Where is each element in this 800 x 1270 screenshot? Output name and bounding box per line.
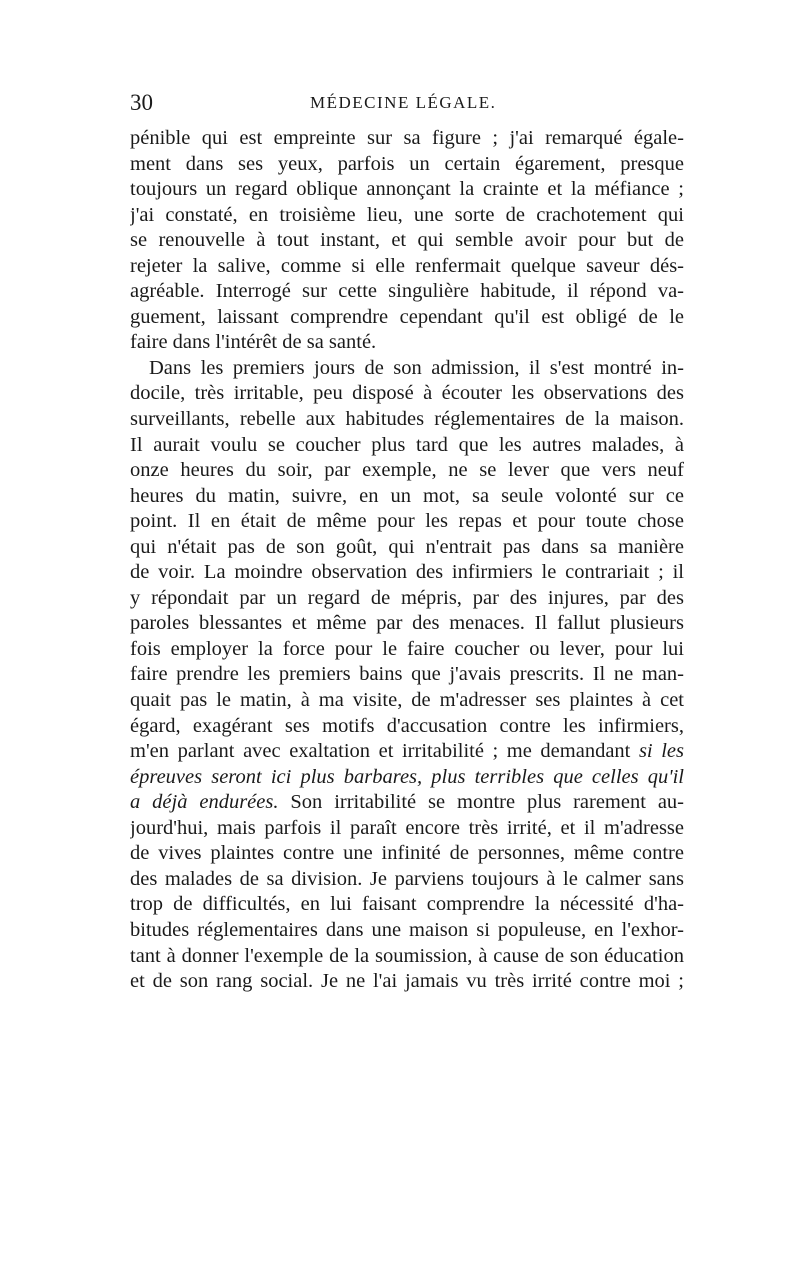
- text-line-roman: heures du matin, suivre, en un mot, sa seule volonté sur ce: [130, 484, 684, 507]
- text-line-roman: point. Il en était de même pour les repas et pour toute chose: [130, 510, 684, 533]
- text-line: [130, 535, 684, 561]
- page-number: 30: [130, 90, 153, 115]
- text-line-roman: ment dans ses yeux, parfois un certain égarement, presque: [130, 152, 684, 175]
- text-line-italic: si les: [638, 740, 684, 763]
- text-line: [130, 892, 684, 918]
- running-title: MÉDECINE LÉGALE.: [310, 93, 497, 112]
- text-line-roman: faire prendre les premiers bains que j'avais prescrits. Il ne man-: [130, 663, 684, 686]
- text-line: [130, 305, 684, 331]
- text-line: [130, 381, 684, 407]
- text-line-roman: Il aurait voulu se coucher plus tard que les autres malades, à: [130, 433, 684, 456]
- text-line: [130, 739, 684, 765]
- text-line: [130, 662, 684, 688]
- text-line: [130, 152, 684, 178]
- text-line: [130, 484, 684, 510]
- text-line: [130, 330, 684, 356]
- text-line: [130, 918, 684, 944]
- text-line-roman: trop de difficultés, en lui faisant comprendre la nécessité d'ha-: [130, 893, 684, 916]
- text-line-roman: égard, exagérant ses motifs d'accusation contre les infirmiers,: [130, 714, 684, 737]
- text-line-roman: guement, laissant comprendre cependant qu'il est obligé de le: [130, 305, 684, 328]
- text-line: [130, 560, 684, 586]
- text-line-roman: surveillants, rebelle aux habitudes réglementaires de la maison.: [130, 408, 684, 431]
- text-line-roman: faire dans l'intérêt de sa santé.: [130, 331, 377, 354]
- text-line-roman: quait pas le matin, à ma visite, de m'adresser ses plaintes à cet: [130, 689, 684, 712]
- text-line-roman: y répondait par un regard de mépris, par des injures, par des: [130, 586, 684, 609]
- text-line-roman: de voir. La moindre observation des infirmiers le contrariait ; il: [130, 561, 684, 584]
- text-line-roman: rejeter la salive, comme si elle renfermait quelque saveur dés-: [130, 254, 684, 277]
- text-line: [130, 611, 684, 637]
- text-line: [130, 765, 684, 791]
- text-line: [130, 841, 684, 867]
- text-line: [130, 790, 684, 816]
- text-line-roman: se renouvelle à tout instant, et qui semble avoir pour but de: [130, 229, 684, 252]
- text-line: [130, 586, 684, 612]
- text-line-roman: des malades de sa division. Je parviens toujours à le calmer sans: [130, 867, 684, 890]
- text-line: [130, 637, 684, 663]
- text-line-italic: épreuves seront ici plus barbares, plus terribles que celles qu'il: [130, 765, 684, 788]
- text-line: [130, 279, 684, 305]
- text-line: [130, 458, 684, 484]
- text-line-roman: fois employer la force pour le faire coucher ou lever, pour lui: [130, 637, 684, 660]
- text-line-roman: tant à donner l'exemple de la soumission, à cause de son éducation: [130, 944, 684, 967]
- text-line-roman-after: Son irritabilité se montre plus rarement au-: [278, 791, 684, 814]
- text-line: [130, 177, 684, 203]
- text-line-roman: paroles blessantes et même par des menaces. Il fallut plusieurs: [130, 612, 684, 635]
- text-line-roman: de vives plaintes contre une infinité de personnes, même contre: [130, 842, 684, 865]
- text-line-roman: jourd'hui, mais parfois il paraît encore très irrité, et il m'adresse: [130, 816, 684, 839]
- text-line: [130, 969, 684, 995]
- text-line: [130, 433, 684, 459]
- text-line-roman: docile, très irritable, peu disposé à écouter les observations des: [130, 382, 684, 405]
- text-line-roman: j'ai constaté, en troisième lieu, une sorte de crachotement qui: [130, 203, 684, 226]
- text-line-roman: m'en parlant avec exaltation et irritabilité ; me demandant: [130, 740, 639, 763]
- text-line: [130, 407, 684, 433]
- text-line: [130, 203, 684, 229]
- text-line: [130, 509, 684, 535]
- text-line: [130, 688, 684, 714]
- text-line-roman: bitudes réglementaires dans une maison si populeuse, en l'exhor-: [130, 918, 684, 941]
- running-head: [130, 88, 680, 118]
- text-line: [130, 816, 684, 842]
- text-line: [130, 126, 684, 152]
- text-line: [130, 714, 684, 740]
- text-line: [130, 254, 684, 280]
- text-line-roman: pénible qui est empreinte sur sa figure ; j'ai remarqué égale-: [130, 127, 684, 149]
- text-line: [130, 944, 684, 970]
- text-line-roman: Dans les premiers jours de son admission, il s'est montré in-: [149, 356, 684, 379]
- text-line-roman: qui n'était pas de son goût, qui n'entrait pas dans sa manière: [130, 535, 684, 558]
- text-line-roman: toujours un regard oblique annonçant la crainte et la méfiance ;: [130, 178, 684, 201]
- text-line-italic: a déjà endurées.: [130, 791, 279, 814]
- text-line-roman: onze heures du soir, par exemple, ne se lever que vers neuf: [130, 459, 684, 482]
- text-line: [130, 228, 684, 254]
- body-text: [130, 126, 684, 995]
- text-line: [130, 356, 684, 382]
- text-line: [130, 867, 684, 893]
- text-line-roman: et de son rang social. Je ne l'ai jamais vu très irrité contre moi ;: [130, 970, 684, 993]
- text-line-roman: agréable. Interrogé sur cette singulière habitude, il répond va-: [130, 280, 684, 303]
